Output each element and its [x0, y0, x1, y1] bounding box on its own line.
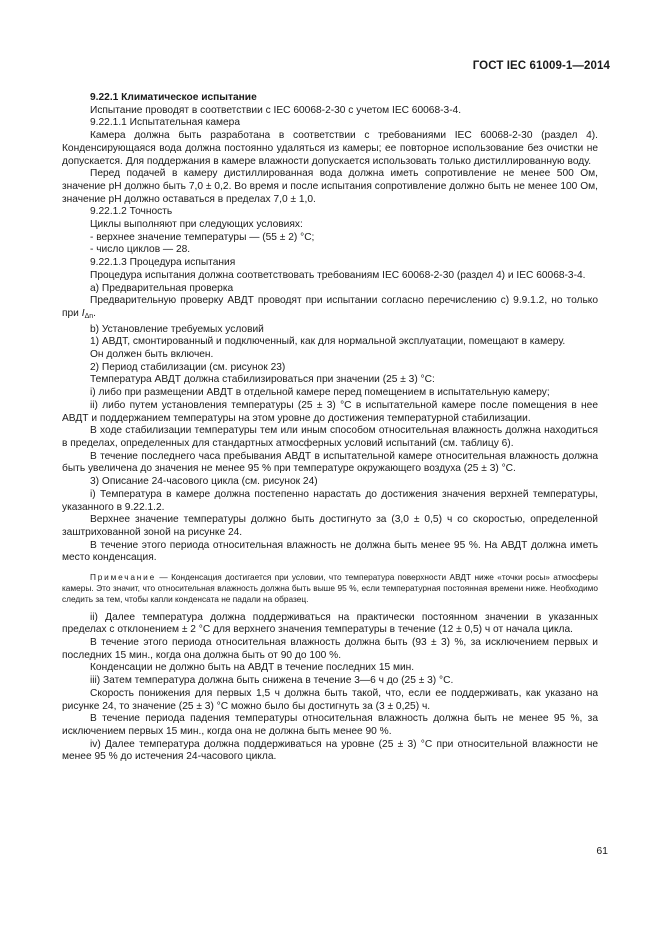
- idn-text-before: Предварительную проверку АВДТ проводят при испытании согласно перечислению с) 9.9.1.2, но только при: [62, 295, 598, 319]
- paragraph: a) Предварительная проверка: [90, 282, 234, 294]
- note-text: — Конденсация достигается при условии, что температура поверхности АВДТ ниже «точки росы» атмосферы камеры. Это значит, что относительная влажность должна быть выше 95 %, если температурная постоянная времени ниже. Необходимо следить за тем, чтобы капли конденсата не падали на образец.: [62, 572, 598, 605]
- paragraph: i) либо при размещении АВДТ в отдельной камере перед помещением в испытательную камеру;: [90, 387, 550, 399]
- paragraph: 3) Описание 24-часового цикла (см. рисунок 24): [90, 476, 318, 488]
- paragraph: 9.22.1.2 Точность: [90, 206, 173, 218]
- paragraph: iii) Затем температура должна быть снижена в течение 3—6 ч до (25 ± 3) °С.: [90, 675, 454, 687]
- paragraph: Процедура испытания должна соответствовать требованиям IEC 60068-2-30 (раздел 4) и IEC 60068-3-4.: [90, 269, 586, 281]
- paragraph-group-3: [62, 612, 598, 764]
- paragraph: Испытание проводят в соответствии с IEC 60068-2-30 с учетом IEC 60068-3-4.: [90, 104, 462, 116]
- paragraph: В ходе стабилизации температуры тем или иным способом относительная влажность должна находиться в пределах, определенных для стандартных атмосферных условий испытаний (см. таблицу 6).: [62, 425, 598, 449]
- paragraph: iv) Далее температура должна поддерживаться на уровне (25 ± 3) °С при относительной влажности не менее 95 % до истечения 24-часового цикла.: [62, 738, 598, 763]
- paragraph: 9.22.1.1 Испытательная камера: [90, 117, 241, 129]
- paragraph: Конденсации не должно быть на АВДТ в течение последних 15 мин.: [90, 662, 415, 674]
- idn-subscript: Δn: [84, 312, 94, 320]
- note: [62, 572, 598, 606]
- note-label: Примечание: [90, 572, 157, 583]
- paragraph: ii) либо путем установления температуры (25 ± 3) °С в испытательной камере после помещения в нее АВДТ и поддержанием температуры на этом уровне до достижения температурной стабилизации.: [62, 399, 598, 424]
- paragraph: ii) Далее температура должна поддерживаться на практически постоянном значении в указанных пределах с отклонением ± 2 °С для верхнего значения температуры в течение (12 ± 0,5) ч от начала цикла.: [62, 611, 598, 636]
- paragraph: В течение этого периода относительная влажность не должна быть менее 95 %. На АВДТ должна иметь место конденсация.: [62, 539, 598, 564]
- paragraph: 9.22.1.3 Процедура испытания: [90, 257, 236, 269]
- paragraph-group-2: [62, 324, 598, 565]
- paragraph: Перед подачей в камеру дистиллированная вода должна иметь сопротивление не менее 500 Ом, значение pH должно быть 7,0 ± 0,2. Во время и после испытания сопротивление должно быть не менее 100 Ом, значение pH должно оставаться в пределах 7,0 ± 1,0.: [62, 168, 598, 205]
- paragraph: В течение периода падения температуры относительная влажность должна быть не менее 95 %, за исключением первых 15 мин., когда она не должна быть менее 90 %.: [62, 713, 598, 737]
- paragraph: В течение этого периода относительная влажность должна быть (93 ± 3) %, за исключением первых и последних 15 мин., когда она должна быть от 90 до 100 %.: [62, 637, 598, 661]
- paragraph: - верхнее значение температуры — (55 ± 2) °С;: [90, 231, 315, 243]
- document-header: ГОСТ IEC 61009-1—2014: [472, 60, 610, 72]
- page-body: [62, 92, 598, 764]
- paragraph: Камера должна быть разработана в соответствии с требованиями IEC 60068-2-30 (раздел 4). Конденсирующаяся вода должна постоянно удаляться из камеры; ее повторное использование без очистки не допускается. Для поддержания в камере влажности допускается использовать только дистиллированную воду.: [62, 130, 598, 167]
- paragraph: - число циклов — 28.: [90, 244, 191, 256]
- idn-text-after: .: [93, 307, 96, 319]
- paragraph: b) Установление требуемых условий: [90, 323, 264, 335]
- paragraph: 2) Период стабилизации (см. рисунок 23): [90, 361, 286, 373]
- idn-symbol: I: [81, 307, 85, 319]
- paragraph: В течение последнего часа пребывания АВДТ в испытательной камере относительная влажность должна быть увеличена до значения не менее 95 % при температуре окружающего воздуха (25 ± 3) °С.: [62, 450, 598, 475]
- paragraph-idn: [62, 295, 598, 323]
- paragraph-group-1: [62, 92, 598, 295]
- page-number: 61: [596, 845, 608, 857]
- paragraph: 1) АВДТ, смонтированный и подключенный, как для нормальной эксплуатации, помещают в камеру.: [90, 336, 566, 348]
- paragraph: i) Температура в камере должна постепенно нарастать до достижения значения верхней температуры, указанного в 9.22.1.2.: [62, 488, 598, 513]
- paragraph: Температура АВДТ должна стабилизироваться при значении (25 ± 3) °С:: [90, 374, 435, 386]
- paragraph: Верхнее значение температуры должно быть достигнуто за (3,0 ± 0,5) ч со скоростью, определенной заштрихованной зоной на рисунке 24.: [62, 514, 598, 538]
- paragraph: Циклы выполняют при следующих условиях:: [90, 219, 303, 231]
- paragraph: Он должен быть включен.: [90, 349, 214, 361]
- paragraph: 9.22.1 Климатическое испытание: [90, 92, 257, 103]
- paragraph: Скорость понижения для первых 1,5 ч должна быть такой, что, если ее поддерживать, как указано на рисунке 24, то значение (25 ± 3) °С можно было бы достигнуть за (3 ± 0,25) ч.: [62, 687, 598, 712]
